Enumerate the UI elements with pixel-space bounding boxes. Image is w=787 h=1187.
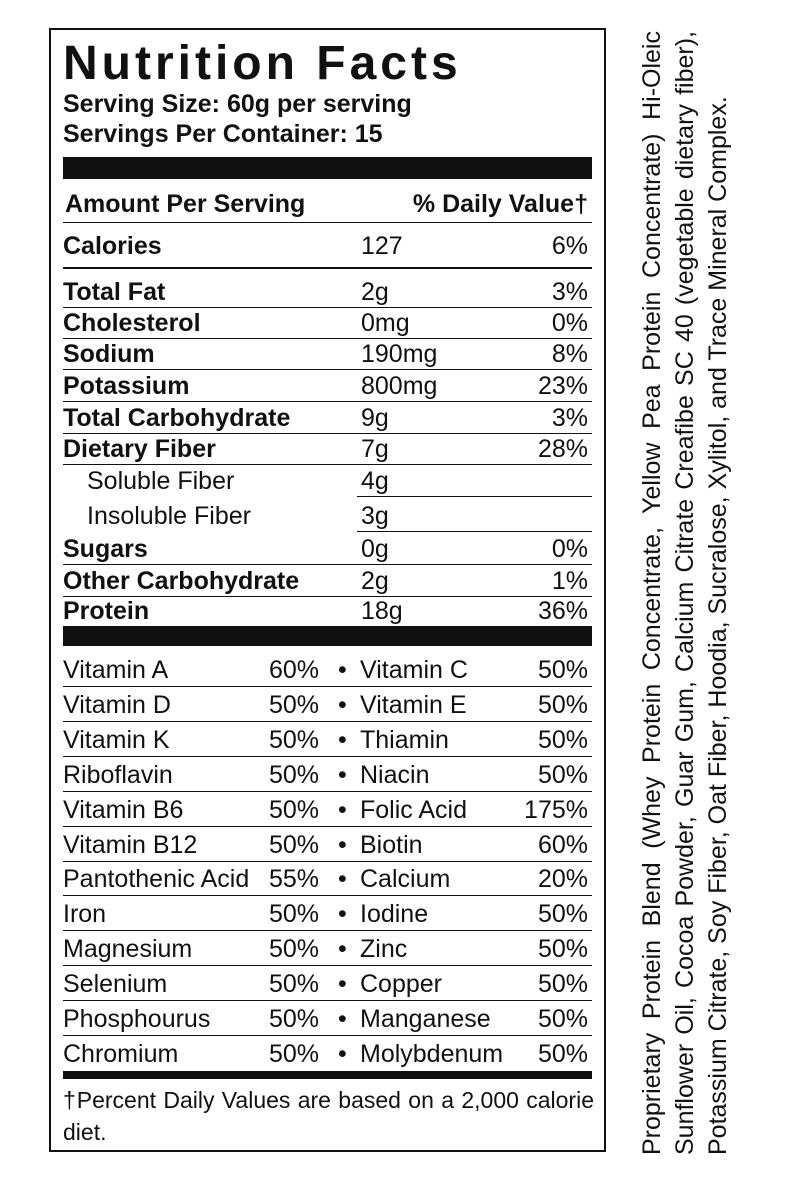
nutrient-dv: 23% [537, 372, 588, 400]
bullet-separator: • [338, 1005, 347, 1033]
vitamin-left-name: Vitamin A [63, 656, 169, 684]
nutrient-amount: 2g [361, 278, 389, 306]
nutrient-amount: 2g [361, 567, 389, 595]
nutrient-row [63, 534, 592, 564]
bullet-separator: • [338, 900, 347, 929]
vitamin-right-name: Copper [360, 970, 442, 999]
nutrient-rule [63, 464, 592, 465]
vitamin-row [63, 690, 592, 720]
bullet-separator: • [338, 830, 347, 859]
thick-divider-mid [63, 626, 592, 646]
vitamin-row [63, 934, 592, 964]
vitamin-left-percent: 50% [269, 900, 320, 929]
nutrition-facts-panel [49, 28, 606, 1152]
nutrient-dv: 0% [551, 535, 588, 563]
vitamin-right-name: Iodine [360, 900, 429, 929]
vitamin-right-percent: 50% [537, 1039, 588, 1068]
nutrient-name: Dietary Fiber [63, 435, 216, 463]
nutrient-row [63, 596, 592, 626]
nutrient-dv: 3% [551, 404, 588, 432]
vitamin-left-name: Riboflavin [63, 760, 173, 789]
nutrient-name: Total Carbohydrate [63, 404, 291, 432]
thick-divider-bottom [63, 1071, 592, 1079]
vitamin-right-percent: 50% [537, 656, 588, 684]
nutrient-amount: 800mg [361, 372, 438, 400]
nutrient-dv: 1% [551, 567, 588, 595]
nutrient-amount: 0g [361, 535, 389, 563]
nutrient-row [63, 371, 592, 401]
bullet-separator: • [338, 970, 347, 999]
daily-value-header: % Daily Value† [412, 190, 588, 218]
vitamin-right-percent: 50% [537, 725, 588, 754]
vitamin-rule [63, 965, 592, 966]
vitamin-left-name: Vitamin K [63, 725, 170, 754]
vitamin-right-percent: 60% [537, 830, 588, 859]
bullet-separator: • [338, 795, 347, 824]
nutrient-name: Soluble Fiber [87, 467, 235, 495]
nutrient-name: Sugars [63, 535, 148, 563]
vitamin-right-percent: 50% [537, 935, 588, 964]
vitamin-rule [63, 791, 592, 792]
vitamin-left-name: Selenium [63, 970, 168, 999]
calories-rule [63, 267, 592, 269]
bullet-separator: • [338, 656, 347, 684]
vitamin-left-percent: 50% [269, 1039, 320, 1068]
nutrient-name: Cholesterol [63, 309, 201, 337]
servings-per-container: Servings Per Container: 15 [63, 120, 383, 148]
vitamin-left-name: Vitamin D [63, 690, 171, 719]
vitamin-rule [63, 1000, 592, 1001]
vitamin-row [63, 795, 592, 825]
vitamin-row [63, 1039, 592, 1069]
nutrient-amount: 4g [361, 467, 389, 495]
bullet-separator: • [338, 1039, 347, 1068]
vitamin-right-name: Biotin [360, 830, 423, 859]
nutrient-amount: 0mg [361, 309, 410, 337]
vitamin-right-percent: 50% [537, 690, 588, 719]
nutrient-dv: 0% [551, 309, 588, 337]
panel-title: Nutrition Facts [63, 37, 462, 90]
vitamin-rule [63, 895, 592, 896]
nutrient-name: Insoluble Fiber [87, 502, 251, 530]
vitamin-left-name: Chromium [63, 1039, 179, 1068]
vitamin-right-percent: 50% [537, 900, 588, 929]
nutrient-rule [357, 531, 592, 532]
vitamin-right-percent: 50% [537, 760, 588, 789]
nutrient-row [63, 434, 592, 464]
vitamin-left-name: Pantothenic Acid [63, 865, 250, 894]
vitamin-left-name: Vitamin B6 [63, 795, 184, 824]
nutrient-name: Protein [63, 597, 150, 625]
vitamin-right-name: Vitamin C [360, 656, 468, 684]
vitamin-left-percent: 50% [269, 935, 320, 964]
vitamin-right-name: Molybdenum [360, 1039, 504, 1068]
vitamin-left-percent: 50% [269, 725, 320, 754]
thick-divider-top [63, 157, 592, 179]
nutrient-row [63, 501, 592, 531]
nutrient-amount: 7g [361, 435, 389, 463]
calories-dv: 6% [551, 232, 588, 260]
bullet-separator: • [338, 690, 347, 719]
nutrient-dv: 28% [537, 435, 588, 463]
vitamin-rule [63, 721, 592, 722]
vitamin-row [63, 760, 592, 790]
vitamin-left-name: Iron [63, 900, 107, 929]
vitamin-row [63, 655, 592, 685]
vitamin-right-name: Vitamin E [360, 690, 467, 719]
serving-size: Serving Size: 60g per serving [63, 90, 412, 118]
vitamin-left-name: Vitamin B12 [63, 830, 198, 859]
vitamin-left-percent: 50% [269, 970, 320, 999]
bullet-separator: • [338, 865, 347, 894]
vitamin-right-percent: 50% [537, 1005, 588, 1033]
amount-per-serving-header: Amount Per Serving [65, 190, 306, 218]
calories-label: Calories [63, 232, 162, 260]
vitamin-right-name: Manganese [360, 1005, 491, 1033]
vitamin-row [63, 1004, 592, 1034]
vitamin-left-name: Magnesium [63, 935, 193, 964]
nutrient-rule [357, 496, 592, 497]
daily-value-footnote: †Percent Daily Values are based on a 2,000 calorie diet. [63, 1087, 594, 1145]
calories-row [63, 231, 592, 261]
vitamin-row [63, 969, 592, 999]
vitamin-right-name: Calcium [360, 865, 451, 894]
nutrient-rule [63, 369, 592, 370]
vitamin-left-percent: 50% [269, 830, 320, 859]
nutrient-name: Other Carbohydrate [63, 567, 300, 595]
vitamin-row [63, 864, 592, 894]
nutrient-name: Sodium [63, 340, 155, 368]
nutrient-row [63, 403, 592, 433]
vitamin-left-percent: 50% [269, 795, 320, 824]
vitamin-row [63, 725, 592, 755]
vitamin-right-percent: 20% [537, 865, 588, 894]
nutrient-amount: 190mg [361, 340, 438, 368]
vitamin-rule [63, 861, 592, 862]
nutrient-amount: 9g [361, 404, 389, 432]
nutrient-row [63, 339, 592, 369]
nutrient-name: Potassium [63, 372, 190, 400]
vitamin-right-name: Folic Acid [360, 795, 467, 824]
bullet-separator: • [338, 760, 347, 789]
nutrient-rule [63, 401, 592, 402]
nutrient-name: Total Fat [63, 278, 166, 306]
vitamin-left-percent: 60% [269, 656, 320, 684]
vitamin-rule [63, 930, 592, 931]
vitamin-row [63, 899, 592, 929]
vitamin-right-name: Thiamin [360, 725, 449, 754]
vitamin-row [63, 830, 592, 860]
vitamin-right-percent: 50% [537, 970, 588, 999]
vitamin-right-name: Niacin [360, 760, 430, 789]
vitamin-left-percent: 50% [269, 1005, 320, 1033]
vitamin-left-percent: 55% [269, 865, 320, 894]
nutrient-row [63, 566, 592, 596]
nutrient-rule [63, 564, 592, 565]
nutrient-amount: 3g [361, 502, 389, 530]
vitamin-left-percent: 50% [269, 690, 320, 719]
vitamin-rule [63, 1035, 592, 1036]
nutrient-dv: 36% [537, 597, 588, 625]
header-rule [63, 222, 592, 223]
vitamin-right-percent: 175% [524, 795, 588, 824]
vitamin-rule [63, 826, 592, 827]
nutrient-row [63, 466, 592, 496]
calories-amount: 127 [361, 232, 403, 260]
bullet-separator: • [338, 725, 347, 754]
nutrient-row [63, 277, 592, 307]
bullet-separator: • [338, 935, 347, 964]
nutrient-row [63, 308, 592, 338]
vitamin-rule [63, 686, 592, 687]
vitamin-left-percent: 50% [269, 760, 320, 789]
vitamin-right-name: Zinc [360, 935, 408, 964]
vitamin-left-name: Phosphourus [63, 1005, 211, 1033]
vitamin-rule [63, 756, 592, 757]
nutrient-amount: 18g [361, 597, 403, 625]
nutrient-dv: 3% [551, 278, 588, 306]
nutrient-dv: 8% [551, 340, 588, 368]
ingredients-statement: Proprietary Protein Blend (Whey Protein Concentrate, Yellow Pea Protein Concentrate) Hi-Oleic Sunflower Oil, Cocoa Powder, Guar Gum, Calcium Citrate Creafibe SC 40 (vegetable dietary fiber), Potassium Citrate, Soy Fiber, Oat Fiber, Hoodia, Sucralose, Xylitol, and Trace Mineral Complex. [638, 31, 732, 1155]
